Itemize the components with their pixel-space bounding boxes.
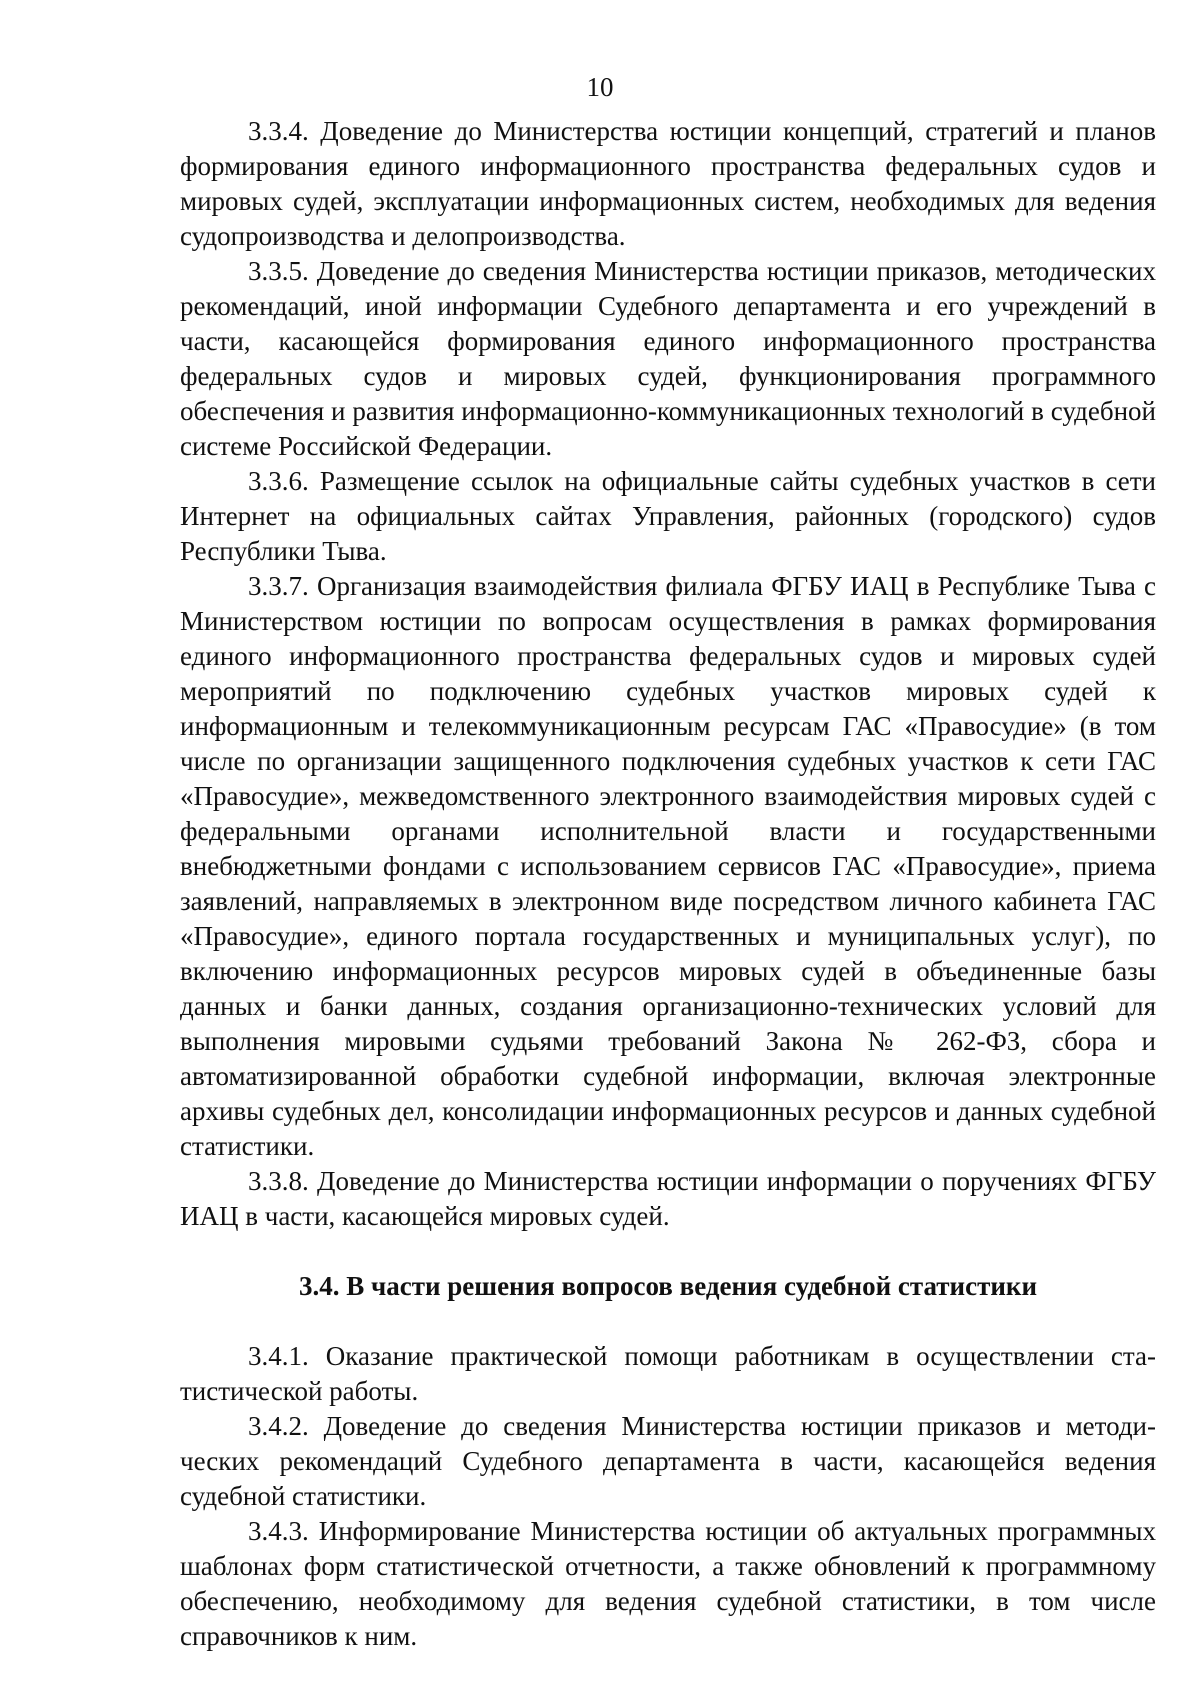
page-number: 10	[586, 72, 614, 102]
paragraph-3-3-4: 3.3.4. Доведение до Министерства юстиции концепций, стратегий и планов формирования единого информационного пространства федеральных судов и мировых судей, эксплуатации информационных систем, необходимых для ведения судопроизводства и делопроизводства.	[180, 116, 1156, 251]
section-heading-3-4: 3.4. В части решения вопросов ведения судебной статистики	[298, 1271, 1038, 1301]
paragraph-3-3-8: 3.3.8. Доведение до Министерства юстиции информации о поручениях ФГБУ ИАЦ в части, касающейся мировых судей.	[180, 1166, 1156, 1231]
paragraph-3-3-7: 3.3.7. Организация взаимодействия филиала ФГБУ ИАЦ в Республике Тыва с Министерством юстиции по вопросам осуществления в рамках формирования единого информационного пространства федеральных судов и мировых судей мероприятий по подключению судебных участков мировых судей к информационным и телекоммуникационным ресурсам ГАС «Правосудие» (в том числе по организации защищенного подключения судебных участков к сети ГАС «Правосудие», межведомственного электронного взаимодействия мировых судей с федеральными органами исполнительной власти и государственными внебюджетными фондами с использованием сервисов ГАС «Правосудие», приема заявлений, направляемых в электронном виде посредством личного кабинета ГАС «Правосудие», единого портала государственных и муниципальных услуг), по включению информационных ресурсов мировых судей в объединенные базы данных и банки данных, создания организационно-технических условий для выполнения мировыми судьями требований Закона № 262-ФЗ, сбора и автоматизированной обработки судебной информации, включая электронные архивы судебных дел, консолидации информационных ресурсов и данных судебной статистики.	[180, 571, 1156, 1161]
paragraph-3-3-6: 3.3.6. Размещение ссылок на официальные сайты судебных участков в сети Интернет на официальных сайтах Управления, районных (городского) судов Республики Тыва.	[180, 466, 1156, 566]
paragraph-3-3-5: 3.3.5. Доведение до сведения Министерства юстиции приказов, методических рекомендаций, иной информации Судебного департамента и его учреждений в части, касающейся формирования единого информационного пространства федеральных судов и мировых судей, функционирования программного обеспечения и развития информационно-коммуникационных технологий в судебной системе Российской Федерации.	[180, 256, 1156, 461]
document-body	[180, 114, 1156, 1654]
paragraph-3-4-1: 3.4.1. Оказание практической помощи работникам в осуществлении статистической работы.	[180, 1341, 1156, 1406]
paragraph-3-4-3: 3.4.3. Информирование Министерства юстиции об актуальных программных шаблонах форм статистической отчетности, а также обновлений к программному обеспечению, необходимому для ведения судебной статистики, в том числе справочников к ним.	[180, 1516, 1156, 1651]
paragraph-3-4-2: 3.4.2. Доведение до сведения Министерства юстиции приказов и методических рекомендаций Судебного департамента в части, касающейся ведения судебной статистики.	[180, 1411, 1156, 1511]
